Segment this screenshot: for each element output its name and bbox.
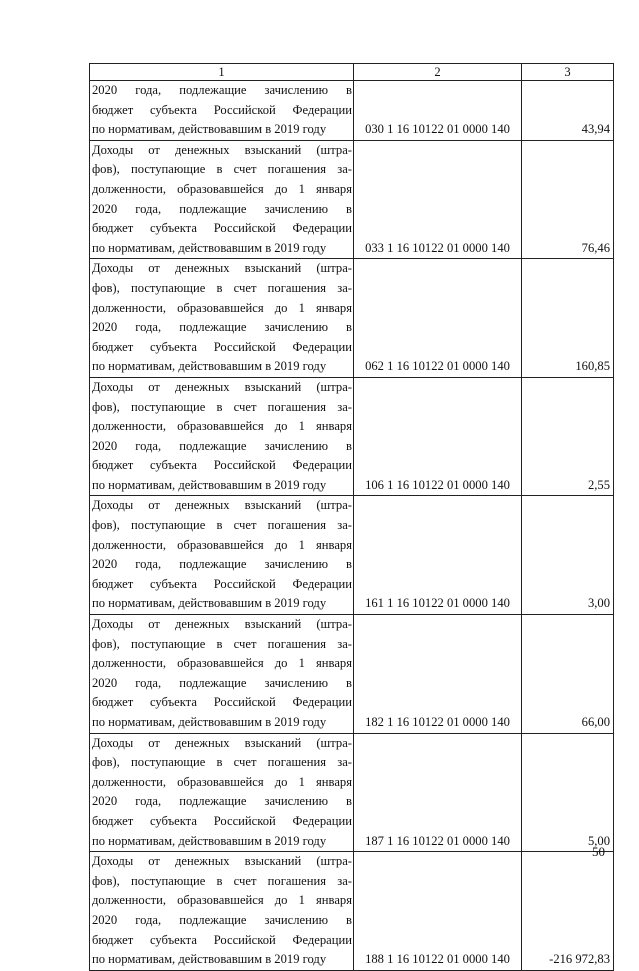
amount-cell: 160,85 (522, 259, 614, 378)
description-line: долженности, образовавшейся до 1 января (92, 300, 352, 315)
description-line: 2020 года, подлежащие зачислению в (92, 912, 352, 927)
description-line: бюджет субъекта Российской Федерации (92, 221, 352, 236)
description-cell (90, 496, 354, 615)
description-line: бюджет субъекта Российской Федерации (92, 932, 352, 947)
description-line: Доходы от денежных взысканий (штра- (92, 498, 352, 513)
amount-cell: 5,00 (522, 733, 614, 852)
description-line: по нормативам, действовавшим в 2019 году (92, 359, 327, 374)
description-line: фов), поступающие в счет погашения за- (92, 280, 352, 295)
description-line: 2020 года, подлежащие зачислению в (92, 438, 352, 453)
table-row (90, 259, 614, 378)
description-line: долженности, образовавшейся до 1 января (92, 537, 352, 552)
page-number: 50 (592, 844, 605, 859)
description-line: фов), поступающие в счет погашения за- (92, 399, 352, 414)
description-line: по нормативам, действовавшим в 2019 году (92, 833, 327, 848)
description-line: Доходы от денежных взысканий (штра- (92, 617, 352, 632)
description-line: по нормативам, действовавшим в 2019 году (92, 715, 327, 729)
table-row (90, 496, 614, 615)
description-line: долженности, образовавшейся до 1 января (92, 774, 352, 789)
description-cell (90, 81, 354, 141)
code-cell: 188 1 16 10122 01 0000 140 (354, 852, 522, 971)
description-line: 2020 года, подлежащие зачислению в (92, 675, 352, 690)
header-col-3: 3 (522, 64, 614, 81)
revenue-table (89, 63, 614, 971)
code-cell: 161 1 16 10122 01 0000 140 (354, 496, 522, 615)
code-cell: 033 1 16 10122 01 0000 140 (354, 140, 522, 259)
description-line: бюджет субъекта Российской Федерации (92, 576, 352, 591)
table-row (90, 615, 614, 734)
description-line: бюджет субъекта Российской Федерации (92, 458, 352, 473)
table-row-continued (90, 81, 614, 141)
description-line: бюджет субъекта Российской Федерации (92, 695, 352, 710)
code-cell: 030 1 16 10122 01 0000 140 (354, 81, 522, 141)
table-row (90, 377, 614, 496)
description-line: 2020 года, подлежащие зачислению в (92, 320, 352, 335)
description-line: фов), поступающие в счет погашения за- (92, 162, 352, 177)
amount-cell: 43,94 (522, 81, 614, 141)
description-line: бюджет субъекта Российской Федерации (92, 339, 352, 354)
description-cell (90, 852, 354, 971)
header-row (90, 64, 614, 81)
code-cell: 106 1 16 10122 01 0000 140 (354, 377, 522, 496)
description-line: по нормативам, действовавшим в 2019 году (92, 952, 327, 967)
description-line: Доходы от денежных взысканий (штра- (92, 854, 352, 869)
description-line: 2020 года, подлежащие зачислению в (92, 201, 352, 216)
header-col-2: 2 (354, 64, 522, 81)
code-cell: 182 1 16 10122 01 0000 140 (354, 615, 522, 734)
table-row (90, 140, 614, 259)
description-cell (90, 377, 354, 496)
description-line: долженности, образовавшейся до 1 января (92, 656, 352, 671)
description-line: фов), поступающие в счет погашения за- (92, 873, 352, 888)
description-line: фов), поступающие в счет погашения за- (92, 636, 352, 651)
code-cell: 187 1 16 10122 01 0000 140 (354, 733, 522, 852)
description-cell (90, 733, 354, 852)
description-line: по нормативам, действовавшим в 2019 году (92, 477, 327, 492)
table-row (90, 852, 614, 971)
header-col-1: 1 (90, 64, 354, 81)
description-cell (90, 615, 354, 734)
description-line: по нормативам, действовавшим в 2019 году (92, 122, 327, 137)
description-line: бюджет субъекта Российской Федерации (92, 813, 352, 828)
description-line: долженности, образовавшейся до 1 января (92, 893, 352, 908)
amount-cell: -216 972,83 (522, 852, 614, 971)
amount-cell: 3,00 (522, 496, 614, 615)
description-cell (90, 259, 354, 378)
description-line: долженности, образовавшейся до 1 января (92, 181, 352, 196)
description-line: бюджет субъекта Российской Федерации (92, 102, 352, 117)
amount-cell: 66,00 (522, 615, 614, 734)
description-line: Доходы от денежных взысканий (штра- (92, 261, 352, 276)
description-line: по нормативам, действовавшим в 2019 году (92, 240, 327, 255)
description-line: фов), поступающие в счет погашения за- (92, 518, 352, 533)
description-line: 2020 года, подлежащие зачислению в (92, 794, 352, 809)
description-cell (90, 140, 354, 259)
code-cell: 062 1 16 10122 01 0000 140 (354, 259, 522, 378)
description-line: фов), поступающие в счет погашения за- (92, 755, 352, 770)
description-line: Доходы от денежных взысканий (штра- (92, 142, 352, 157)
table-row (90, 733, 614, 852)
description-line: 2020 года, подлежащие зачислению в (92, 557, 352, 572)
description-line: долженности, образовавшейся до 1 января (92, 419, 352, 434)
description-line: 2020 года, подлежащие зачислению в (92, 83, 352, 97)
description-line: Доходы от денежных взысканий (штра- (92, 379, 352, 394)
description-line: Доходы от денежных взысканий (штра- (92, 735, 352, 750)
amount-cell: 76,46 (522, 140, 614, 259)
description-line: по нормативам, действовавшим в 2019 году (92, 596, 327, 611)
amount-cell: 2,55 (522, 377, 614, 496)
